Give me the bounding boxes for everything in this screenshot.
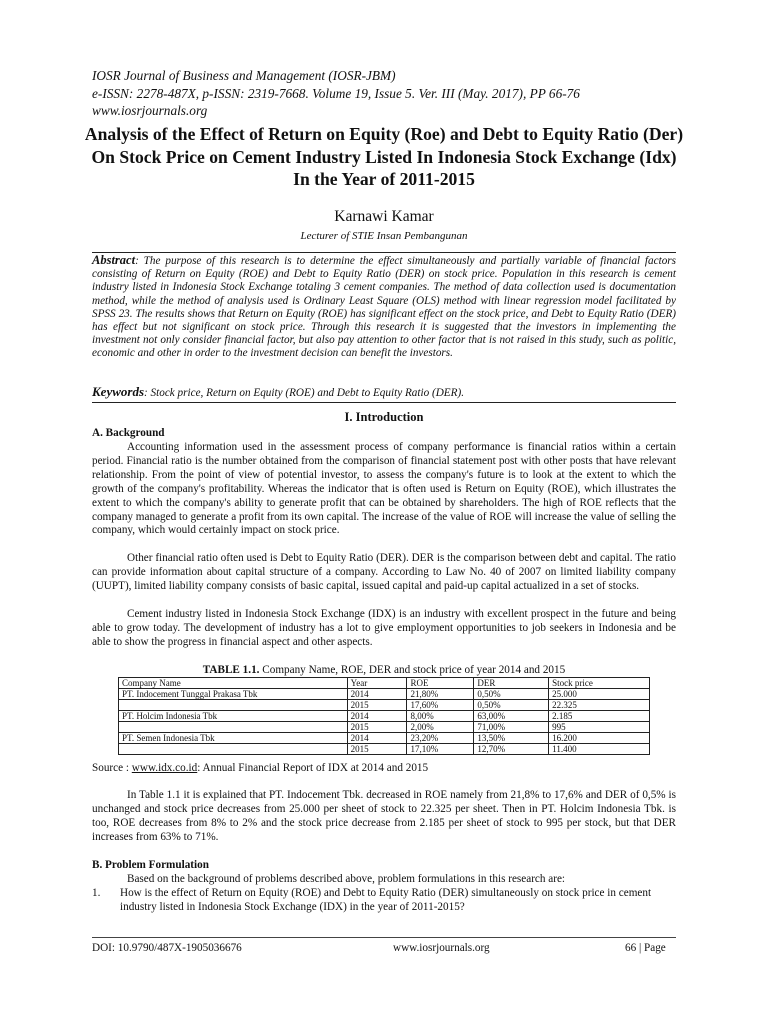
table-header-cell: DER <box>474 678 549 689</box>
paragraph-problem-intro: Based on the background of problems described above, problem formulations in this research are: <box>127 873 566 885</box>
journal-header <box>92 67 580 120</box>
table-header-cell: Year <box>347 678 407 689</box>
table-row <box>119 689 650 700</box>
list-item <box>92 887 676 915</box>
keywords-text: : Stock price, Return on Equity (ROE) and Debt to Equity Ratio (DER). <box>144 387 465 399</box>
source-text: : Annual Financial Report of IDX at 2014 and 2015 <box>197 762 429 774</box>
table-cell <box>119 744 348 755</box>
list-item-text: How is the effect of Return on Equity (ROE) and Debt to Equity Ratio (DER) simultaneously on stock price in cement industry listed in Indonesia Stock Exchange (IDX) in the year of 2011-2015? <box>120 887 652 913</box>
table-cell: 16.200 <box>549 733 650 744</box>
problem-list <box>92 887 676 915</box>
section-heading-introduction: I. Introduction <box>344 410 424 424</box>
abstract-text: : The purpose of this research is to determine the effect simultaneously and partially variable of financial factors consisting of Return on Equity (ROE) and Debt to Equity Ratio (DER) on stock price. Population in this research is cement industry listed in Indonesia Stock Exchange totaling 3 cement companies. The method of data collection used is documentation method, while the method of analysis used is Ordinary Least Square (OLS) method with linear regression model facilitated by SPSS 23. The results shows that Return on Equity (ROE) has significant effect on the stock price, and Debt to Equity Ratio (DER) has effect but not significant on stock price. Through this research it is suggested that the investors in implementing the investment not only consider financial factor, but also pay attention to other factor that is not raised in this study, such as politic, economic and other in order to the investment decision can benefit the investors. <box>92 255 676 360</box>
table-cell: 21,80% <box>407 689 474 700</box>
table-cell: PT. Indocement Tunggal Prakasa Tbk <box>119 689 348 700</box>
table-cell: 23,20% <box>407 733 474 744</box>
table-cell: 0,50% <box>474 689 549 700</box>
list-item-number: 1. <box>92 887 101 899</box>
author-affiliation: Lecturer of STIE Insan Pembangunan <box>300 230 468 242</box>
paragraph-background-3: Cement industry listed in Indonesia Stock Exchange (IDX) is an industry with excellent prospect in the future and being able to grow today. The development of industry has a lot to give employment opportunities to job seekers in Indonesia and be able to show the progress in financial aspect and other aspects. <box>92 608 676 648</box>
paragraph-background-2: Other financial ratio often used is Debt to Equity Ratio (DER). DER is the comparison between debt and capital. The ratio can provide information about capital structure of a company. According to Law No. 40 of 2007 on limited liability company (UUPT), limited liability company consists of basic capital, issued capital and paid-up capital actualized in a set of stocks. <box>92 552 676 592</box>
table-cell: PT. Holcim Indonesia Tbk <box>119 711 348 722</box>
table-caption <box>0 664 768 676</box>
table-row <box>119 744 650 755</box>
abstract-block <box>92 252 676 361</box>
abstract-label: Abstract <box>92 253 136 267</box>
subsection-problem-formulation: B. Problem Formulation <box>92 859 209 871</box>
data-table <box>118 677 650 755</box>
footer-doi: DOI: 10.9790/487X-1905036676 <box>92 942 242 954</box>
table-cell: 71,00% <box>474 722 549 733</box>
table-cell: 2014 <box>347 733 407 744</box>
table-caption-label: TABLE 1.1. <box>202 664 260 676</box>
journal-issn: e-ISSN: 2278-487X, p-ISSN: 2319-7668. Volume 19, Issue 5. Ver. III (May. 2017), PP 66-76 <box>92 85 580 101</box>
author-name: Karnawi Kamar <box>334 208 434 225</box>
table-cell <box>119 722 348 733</box>
table-cell: 2.185 <box>549 711 650 722</box>
table-cell: PT. Semen Indonesia Tbk <box>119 733 348 744</box>
table-cell: 2,00% <box>407 722 474 733</box>
source-label: Source : <box>92 762 132 774</box>
table-cell: 63,00% <box>474 711 549 722</box>
table-row <box>119 700 650 711</box>
table-cell: 12,70% <box>474 744 549 755</box>
subsection-background: A. Background <box>92 427 165 439</box>
journal-site: www.iosrjournals.org <box>92 103 208 118</box>
table-header-cell: Stock price <box>549 678 650 689</box>
table-header-cell: ROE <box>407 678 474 689</box>
table-cell: 22.325 <box>549 700 650 711</box>
table-cell: 8,00% <box>407 711 474 722</box>
table-cell: 2015 <box>347 722 407 733</box>
table-caption-text: Company Name, ROE, DER and stock price of year 2014 and 2015 <box>259 664 566 676</box>
table-cell: 17,60% <box>407 700 474 711</box>
table-cell: 17,10% <box>407 744 474 755</box>
table-header-row <box>119 678 650 689</box>
footer-site: www.iosrjournals.org <box>393 942 490 954</box>
paragraph-table-explanation: In Table 1.1 it is explained that PT. Indocement Tbk. decreased in ROE namely from 21,8% to 17,6% and DER of 0,5% is unchanged and stock price decreases from 25.000 per sheet of stock to 22.325 per sheet. Then in PT. Holcim Indonesia Tbk. is too, ROE decreases from 8% to 2% and the stock price decrease from 2.185 per sheet of stock to 995 per stock, but that DER increases from 63% to 71%. <box>92 789 676 843</box>
table-row <box>119 711 650 722</box>
table-cell: 2014 <box>347 689 407 700</box>
paper-title: Analysis of the Effect of Return on Equity (Roe) and Debt to Equity Ratio (Der) On Stock Price on Cement Industry Listed In Indonesia Stock Exchange (Idx) In the Year of 2011-2015 <box>84 124 684 189</box>
paragraph-background-1: Accounting information used in the assessment process of company performance is financial ratios within a certain period. Financial ratio is the number obtained from the comparison of financial statement post with other posts that have relevant relationship. From the point of view of potential investor, to assess the company's future is to look at the extent to which the growth of the company's profitability. Whereas the indicator that is often used is Return on Equity (ROE), which illustrates the extent to which the company's ability to generate profit that can be obtained by shareholders. The high of ROE reflects that the company managed to generate a profit from its own capital. The increase of the value of ROE will increase the value of selling the company, which would certainly impact on stock price. <box>92 441 676 537</box>
table-row <box>119 722 650 733</box>
journal-name: IOSR Journal of Business and Management (IOSR-JBM) <box>92 68 396 83</box>
footer-divider <box>92 937 676 938</box>
table-cell: 2015 <box>347 744 407 755</box>
table-cell: 25.000 <box>549 689 650 700</box>
table-cell: 0,50% <box>474 700 549 711</box>
table-cell: 2014 <box>347 711 407 722</box>
table-cell: 995 <box>549 722 650 733</box>
keywords-block <box>92 384 676 403</box>
table-cell <box>119 700 348 711</box>
table-cell: 11.400 <box>549 744 650 755</box>
table-cell: 2015 <box>347 700 407 711</box>
table-cell: 13,50% <box>474 733 549 744</box>
keywords-label: Keywords <box>92 384 144 399</box>
table-row <box>119 733 650 744</box>
footer-page-number: 66 | Page <box>625 942 666 954</box>
source-link[interactable]: www.idx.co.id <box>131 762 198 774</box>
table-header-cell: Company Name <box>119 678 348 689</box>
table-source <box>92 762 428 774</box>
